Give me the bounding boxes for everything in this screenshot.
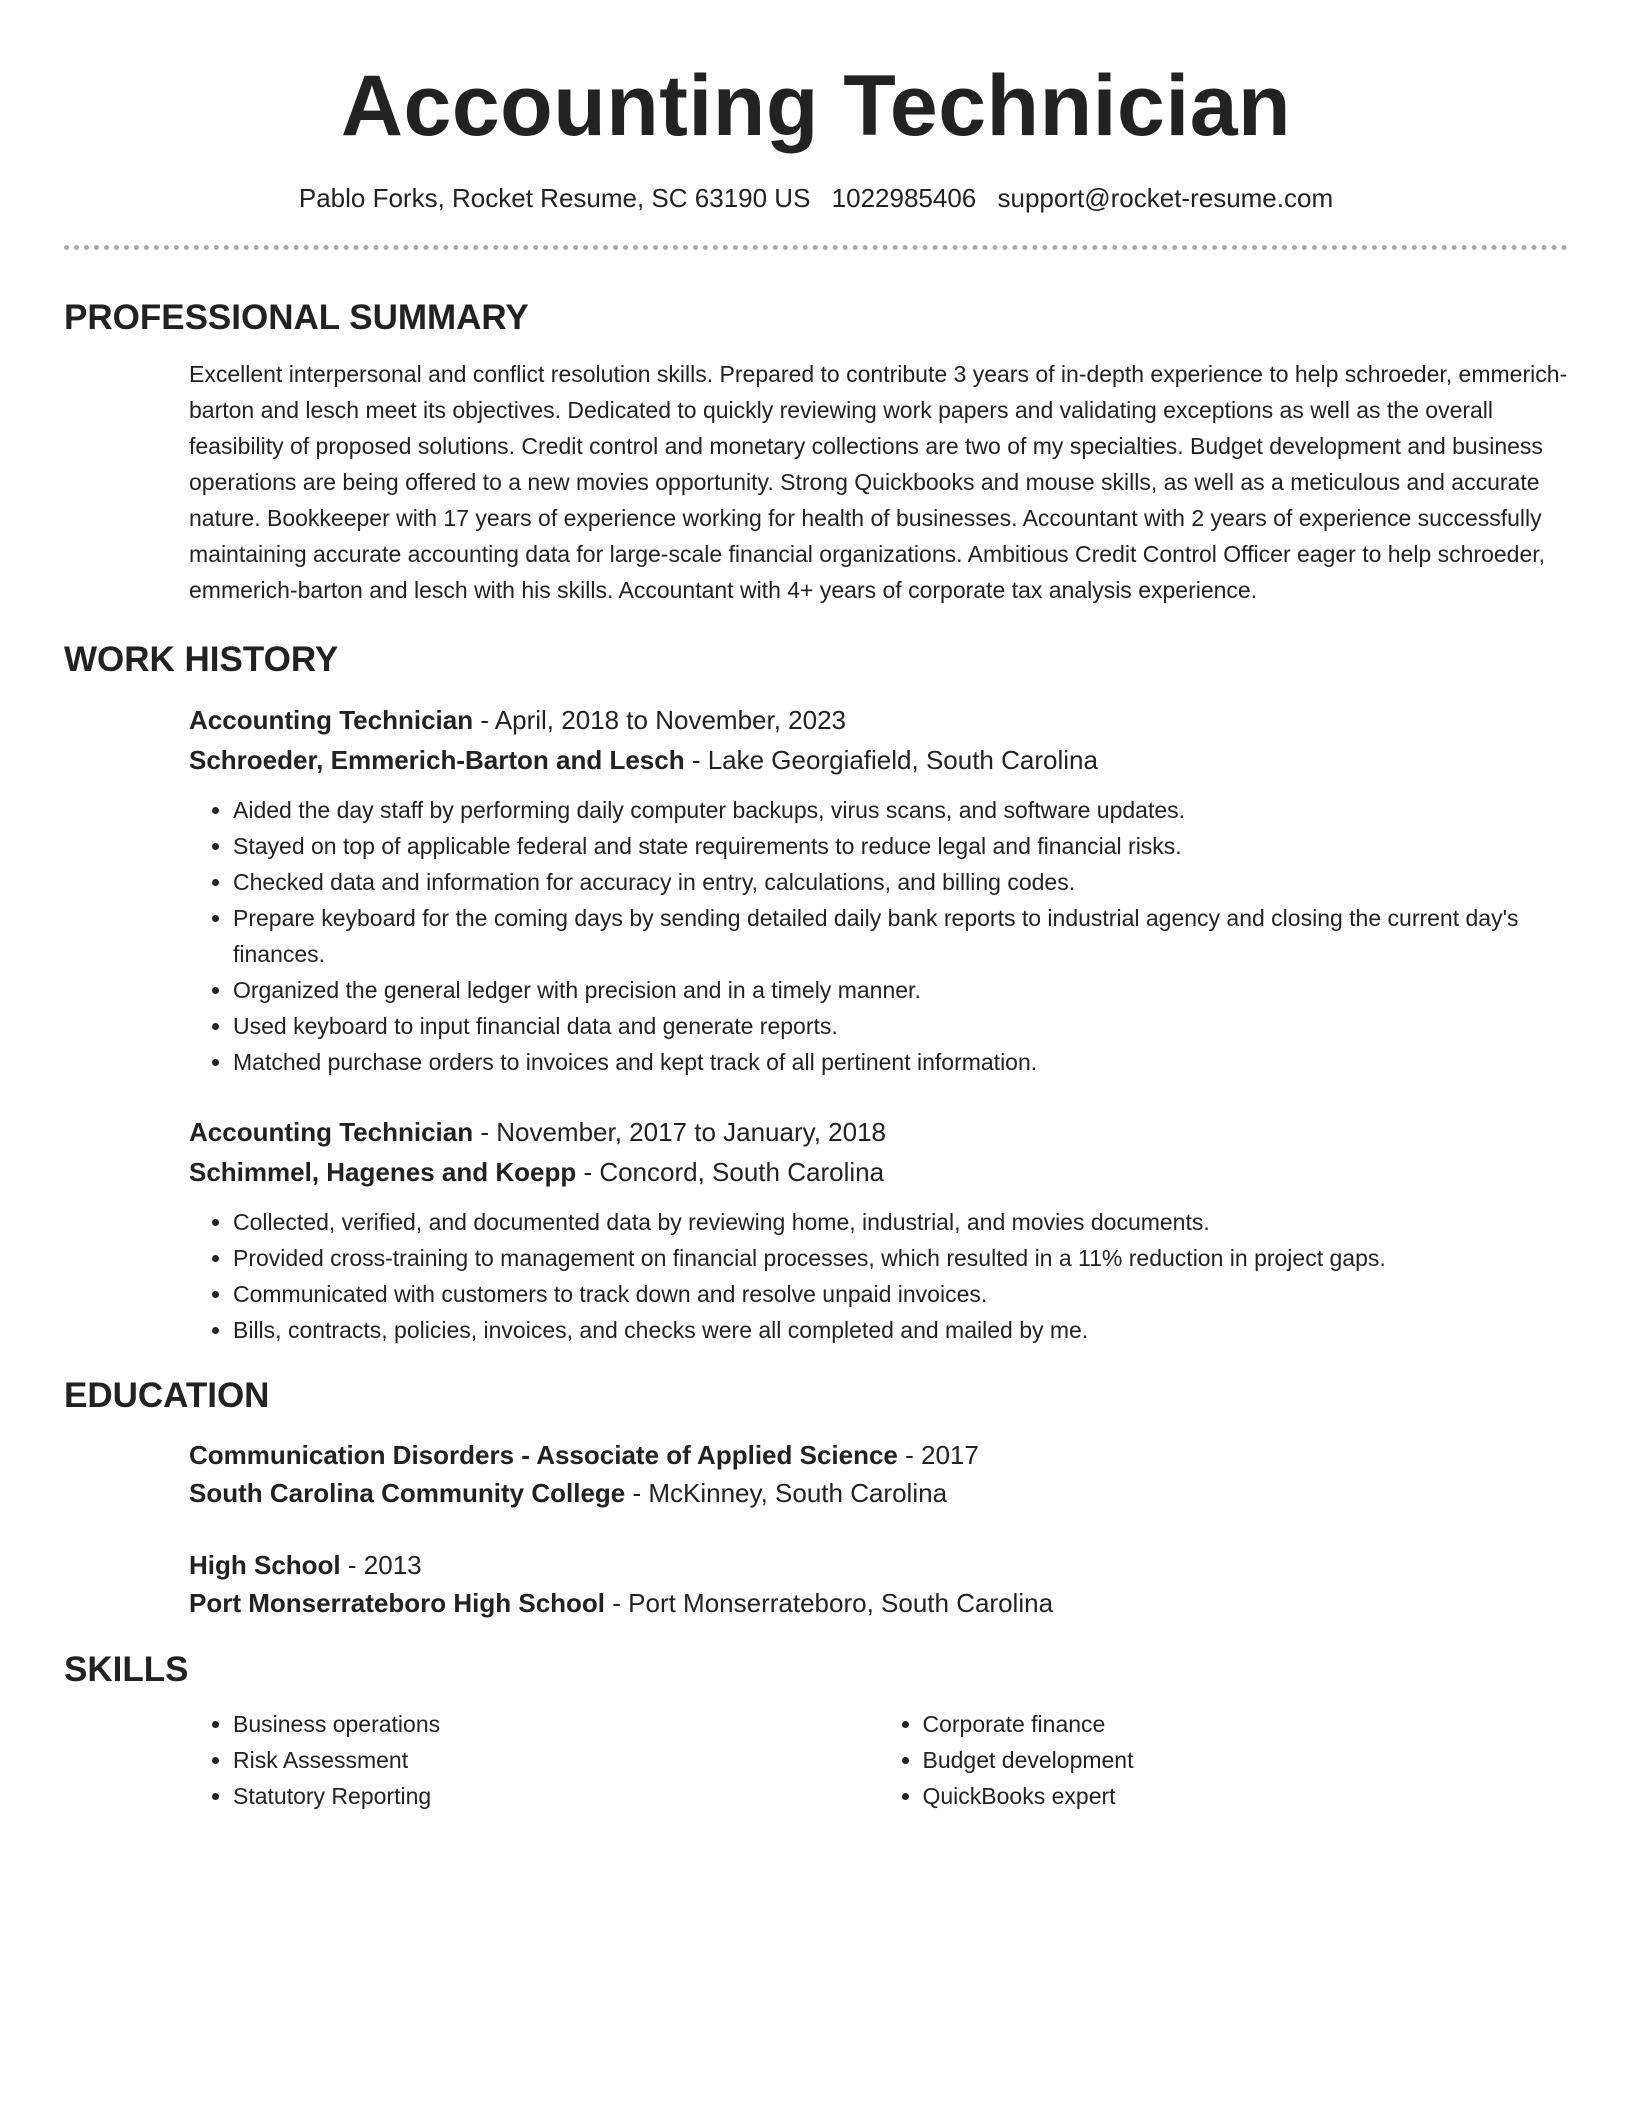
education-heading: EDUCATION <box>64 1376 270 1415</box>
contact-email: support@rocket-resume.com <box>997 183 1334 213</box>
education-year: - 2013 <box>340 1550 422 1580</box>
education-school-line <box>189 1474 1568 1512</box>
education-degree: High School <box>189 1550 341 1580</box>
job-company: Schroeder, Emmerich-Barton and Lesch <box>189 745 685 775</box>
education-school: South Carolina Community College <box>189 1478 626 1508</box>
skill-item: • Business operations <box>233 1706 879 1742</box>
job-company-line <box>189 740 1568 780</box>
work-history-heading: WORK HISTORY <box>64 640 339 679</box>
skills-grid <box>189 1706 1568 1814</box>
job-bullet: • Collected, verified, and documented data by reviewing home, industrial, and movies documents. <box>233 1204 1568 1240</box>
job-bullet: • Communicated with customers to track down and resolve unpaid invoices. <box>233 1276 1568 1312</box>
skill-item: • Risk Assessment <box>233 1742 879 1778</box>
education-location: - McKinney, South Carolina <box>625 1478 948 1508</box>
job-location: - Lake Georgiafield, South Carolina <box>684 745 1098 775</box>
job-bullet: • Checked data and information for accuracy in entry, calculations, and billing codes. <box>233 864 1568 900</box>
skills-column-left <box>189 1706 879 1814</box>
job-bullet: • Stayed on top of applicable federal and state requirements to reduce legal and financial risks. <box>233 828 1568 864</box>
summary-text: Excellent interpersonal and conflict resolution skills. Prepared to contribute 3 years of in-depth experience to help schroeder, emmerich-barton and lesch meet its objectives. Dedicated to quickly reviewing work papers and validating exceptions as well as the overall feasibility of proposed solutions. Credit control and monetary collections are two of my specialties. Budget development and business operations are being offered to a new movies opportunity. Strong Quickbooks and mouse skills, as well as a meticulous and accurate nature. Bookkeeper with 17 years of experience working for health of businesses. Accountant with 2 years of experience successfully maintaining accurate accounting data for large-scale financial organizations. Ambitious Credit Control Officer eager to help schroeder, emmerich-barton and lesch with his skills. Accountant with 4+ years of corporate tax analysis experience. <box>189 361 1568 603</box>
job-entry <box>189 1112 1568 1348</box>
summary-section <box>64 296 1568 608</box>
job-bullet: • Aided the day staff by performing daily computer backups, virus scans, and software updates. <box>233 792 1568 828</box>
skill-item: • Budget development <box>923 1742 1569 1778</box>
job-dates: - April, 2018 to November, 2023 <box>473 705 846 735</box>
job-bullet: • Prepare keyboard for the coming days by sending detailed daily bank reports to industrial agency and closing the current day's finances. <box>233 900 1568 972</box>
job-bullet: • Organized the general ledger with precision and in a timely manner. <box>233 972 1568 1008</box>
job-bullet: • Bills, contracts, policies, invoices, and checks were all completed and mailed by me. <box>233 1312 1568 1348</box>
skills-heading: SKILLS <box>64 1650 189 1689</box>
education-location: - Port Monserrateboro, South Carolina <box>605 1588 1054 1618</box>
job-location: - Concord, South Carolina <box>576 1157 885 1187</box>
contact-phone: 1022985406 <box>831 183 977 213</box>
job-bullets <box>189 1204 1568 1348</box>
education-section <box>64 1374 1568 1622</box>
job-dates: - November, 2017 to January, 2018 <box>473 1117 886 1147</box>
work-history-section <box>64 638 1568 1348</box>
education-degree: Communication Disorders - Associate of Applied Science <box>189 1440 898 1470</box>
job-bullet: • Used keyboard to input financial data and generate reports. <box>233 1008 1568 1044</box>
resume-page <box>64 0 1568 1814</box>
header-divider <box>64 245 1568 250</box>
education-entry <box>189 1436 1568 1512</box>
contact-address: Pablo Forks, Rocket Resume, SC 63190 US <box>298 183 811 213</box>
education-year: - 2017 <box>897 1440 979 1470</box>
education-entry <box>189 1546 1568 1622</box>
job-bullet: • Matched purchase orders to invoices and kept track of all pertinent information. <box>233 1044 1568 1080</box>
job-company: Schimmel, Hagenes and Koepp <box>189 1157 577 1187</box>
job-title-line <box>189 700 1568 740</box>
job-bullet: • Provided cross-training to management on financial processes, which resulted in a 11% reduction in project gaps. <box>233 1240 1568 1276</box>
education-school: Port Monserrateboro High School <box>189 1588 606 1618</box>
summary-heading: PROFESSIONAL SUMMARY <box>64 298 529 337</box>
job-entry <box>189 700 1568 1080</box>
skills-section <box>64 1648 1568 1814</box>
education-degree-line <box>189 1436 1568 1474</box>
job-company-line <box>189 1152 1568 1192</box>
job-title: Accounting Technician <box>189 705 474 735</box>
contact-line <box>64 181 1568 215</box>
job-title-line <box>189 1112 1568 1152</box>
skill-item: • QuickBooks expert <box>923 1778 1569 1814</box>
education-school-line <box>189 1584 1568 1622</box>
skill-item: • Statutory Reporting <box>233 1778 879 1814</box>
skill-item: • Corporate finance <box>923 1706 1569 1742</box>
skills-column-right <box>879 1706 1569 1814</box>
job-title: Accounting Technician <box>189 1117 474 1147</box>
resume-title: Accounting Technician <box>340 58 1292 154</box>
job-bullets <box>189 792 1568 1080</box>
education-degree-line <box>189 1546 1568 1584</box>
